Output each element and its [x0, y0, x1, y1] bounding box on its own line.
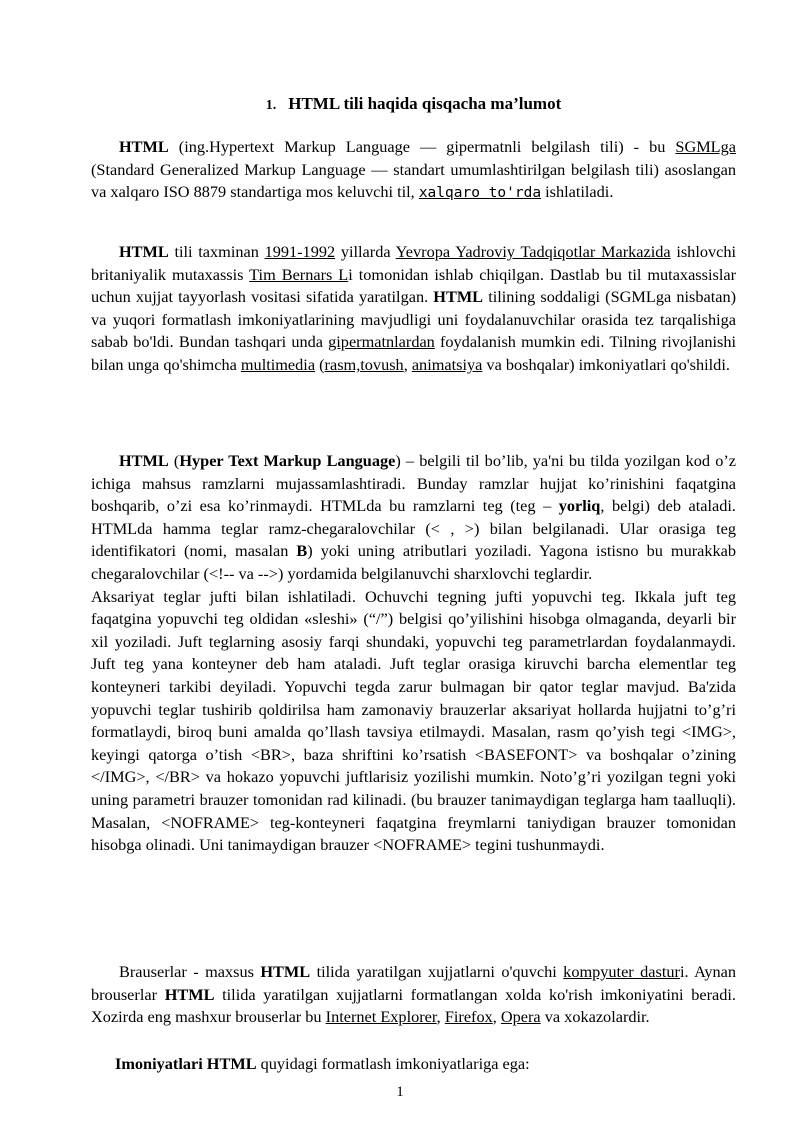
link-rasm-tovush[interactable]: rasm,tovush	[324, 354, 404, 374]
text: (ing.Hypertext Markup Language — gipermatnli belgilash tili) - bu	[168, 137, 676, 156]
page-number: 1	[396, 1084, 404, 1100]
text: ishlatiladi.	[541, 182, 614, 202]
text: i. Aynan brouserlar	[91, 962, 736, 1004]
link-firefox[interactable]: Firefox	[444, 1007, 493, 1027]
link-kompyuter-dasturi[interactable]: kompyuter dastur	[563, 962, 680, 981]
text: (	[315, 354, 325, 374]
paragraph-capabilities	[91, 1053, 736, 1076]
term-full-name: Hyper Text Markup Language	[179, 451, 396, 470]
text: Brauserlar - maxsus	[119, 962, 261, 981]
text: tilida yaratilgan xujjatlarni o'quvchi	[310, 962, 564, 981]
term-html: HTML	[119, 242, 169, 261]
text: Aksariyat teglar jufti bilan ishlatiladi. Ochuvchi tegning jufti yopuvchi teg. Ikkala juft teg faqatgina yopuvchi teg oldidan «sleshi» (“/”) belgisi qo’yilishini hisobga olmaganda, deyarli bir xil yoziladi. Juft teglarning asosiy farqi shundaki, yopuvchi teg parametrlardan foydalanmaydi. Juft teg yana konteyner deb ham ataladi. Juft teglar orasiga kiruvchi barcha elementlar teg konteyneri tarkibi deyiladi. Yopuvchi tegda zarur bulmagan bir qator teglar mavjud. Ba'zida yopuvchi teglar tushirib qoldirilsa ham zamonaviy brauzerlar aksariyat hollarda hujjatni to’g’ri formatlaydi, biroq buni amalda qo’llash tavsiya etilmaydi. Masalan, rasm qo’yish tegi <IMG>, keyingi qatorga o’tish <BR>, baza shriftini ko’rsatish <BASEFONT> va boshqalar o’zining </IMG>, </BR> va hokazo yopuvchi juftlarisiz yozilishi mumkin. Noto’g’ri yozilgan tegni yoki uning parametri brauzer tomonidan rad kilinadi. (bu brauzer tanimaydigan teglarga ham taalluqli). Masalan, <NOFRAME> teg-konteyneri faqatgina freymlarni taniydigan brauzer tomonidan hisobga olinadi. Uni tanimaydigan brauzer <NOFRAME> tegini tushunmaydi.	[91, 586, 736, 855]
text: ,	[436, 1007, 445, 1027]
text: tilining soddaligi (SGMLga nisbatan) va yuqori formatlash imkoniyatlarining mavjudligi uni foydalanuvchilar orasida tez tarqalishiga sabab bo'ldi. Bundan tashqari unda	[91, 287, 737, 352]
term-html: HTML	[433, 287, 484, 307]
link-gipermatnlar[interactable]: gipermatnlardan	[328, 332, 435, 352]
section-title: HTML tili haqida qisqacha ma’lumot	[288, 94, 562, 113]
term-yorliq: yorliq	[558, 496, 601, 516]
text: (	[168, 451, 180, 470]
term-html: HTML	[119, 451, 169, 470]
link-multimedia[interactable]: multimedia	[240, 354, 316, 374]
link-tim-berners-lee[interactable]: Tim Bernars L	[249, 264, 349, 284]
section-number: 1.	[265, 98, 277, 113]
text: yillarda	[335, 242, 396, 261]
link-internet-explorer[interactable]: Internet Explorer	[325, 1007, 437, 1027]
text: quyidagi formatlash imkoniyatlariga ega:	[256, 1054, 530, 1073]
link-cern[interactable]: Yevropa Yadroviy Tadqiqotlar Markazida	[395, 242, 671, 261]
link-years[interactable]: 1991-1992	[264, 242, 336, 261]
term-html: HTML	[164, 984, 215, 1004]
text: ) – belgili til bo’lib, ya'ni bu tilda yozilgan kod o’z ichiga mahsus ramzlarni mujassamlashtiradi. Bunday ramzlar hujjat ko’rinishini faqatgina boshqarib, o’zi esa ko’rinmaydi. HTMLda bu ramzlarni teg (teg –	[91, 451, 737, 516]
text: tili taxminan	[168, 242, 265, 261]
text: tilida yaratilgan xujjatlarni formatlangan xolda ko'rish imkoniyatini beradi. Xozirda eng mashxur brouserlar bu	[91, 984, 736, 1027]
text: ,	[403, 354, 412, 374]
text: va boshqalar) imkoniyatlari qo'shildi.	[482, 354, 730, 374]
paragraph-browsers	[91, 961, 736, 1029]
paragraph-html-definition	[91, 136, 736, 205]
link-opera[interactable]: Opera	[500, 1007, 541, 1027]
section-heading	[91, 94, 736, 114]
text: foydalanish mumkin edi. Tilning rivojlanishi bilan unga qo'shimcha	[91, 332, 737, 374]
term-imkoniyatlari: Imoniyatlari HTML	[115, 1054, 257, 1073]
paragraph-html-tags	[91, 450, 736, 857]
term-html: HTML	[260, 962, 311, 981]
text: ishlovchi britaniyalik mutaxassis	[91, 242, 737, 284]
text: (Standard Generalized Markup Language — standart umumlashtirilgan belgilash tili) asoslangan va xalqaro ISO 8879 standartiga mos keluvchi til,	[91, 159, 736, 202]
link-animatsiya[interactable]: animatsiya	[411, 354, 483, 374]
paragraph-html-history	[91, 241, 736, 377]
text: , belgi) deb ataladi. HTMLda hamma teglar ramz-chegaralovchilar (< , >) bilan belgilanadi. Ular orasiga teg identifikatori (nomi, masalan	[91, 496, 736, 561]
term-html: HTML	[119, 137, 169, 156]
text: va xokazolardir.	[540, 1007, 650, 1027]
text: ) yoki uning atributlari yoziladi. Yagona istisno bu murakkab chegaralovchilar (<!-- va -->) yordamida belgilanuvchi sharxlovchi teglardir.	[91, 541, 737, 583]
text: i tomonidan ishlab chiqilgan. Dastlab bu til mutaxassislar uchun xujjat tayyorlash vositasi sifatida yaratilgan.	[91, 264, 737, 307]
link-xalqaro-tor[interactable]: xalqaro to'rda	[418, 185, 542, 202]
text: ,	[492, 1007, 501, 1027]
term-b: B	[296, 541, 308, 561]
link-sgmlga[interactable]: SGMLga	[675, 137, 736, 156]
